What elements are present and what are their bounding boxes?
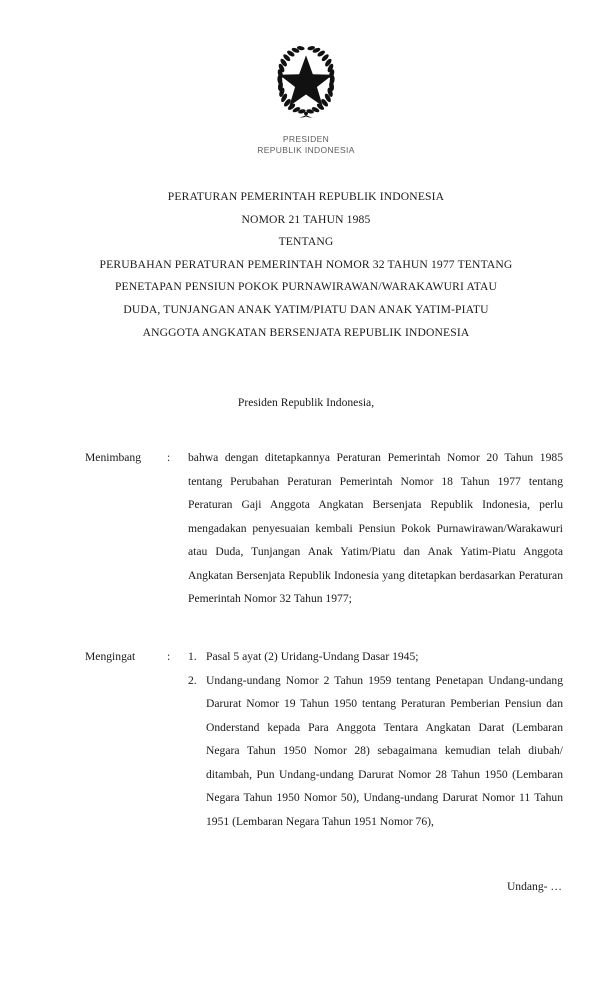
list-item-text: Pasal 5 ayat (2) Uridang-Undang Dasar 1945; — [206, 650, 419, 663]
clause-mengingat — [85, 645, 563, 833]
catchword-footer: Undang- … — [506, 880, 562, 893]
list-item — [188, 645, 563, 669]
clause-menimbang-body — [188, 446, 563, 611]
title-line-5: PENETAPAN PENSIUN POKOK PURNAWIRAWAN/WARAKAWURI ATAU — [114, 280, 498, 294]
list-item-marker: 1. — [188, 650, 197, 663]
masthead — [0, 40, 612, 156]
list-item-text: Undang-undang Nomor 2 Tahun 1959 tentang Penetapan Undang-undang Darurat Nomor 19 Tahun 1950 tentang Peraturan Pemberian Pensiun dan Onderstand kepada Para Anggota Tentara Angkatan Darat (Lembaran Negara Tahun 1950 Nomor 28) sebagaimana kemudian telah diubah/ ditambah, Pun Undang-undang Darurat Nomor 28 Tahun 1950 (Lembaran Negara Tahun 1950 Nomor 50), Undang-undang Darurat Nomor 11 Tahun 1951 (Lembaran Negara Tahun 1951 Nomor 76), — [206, 673, 563, 828]
document-title — [56, 186, 556, 344]
title-line-tentang: TENTANG — [278, 235, 334, 249]
emblem-caption-line-2: REPUBLIK INDONESIA — [257, 145, 355, 155]
opening-line: Presiden Republik Indonesia, — [237, 396, 375, 409]
title-line-7: ANGGOTA ANGKATAN BERSENJATA REPUBLIK INDONESIA — [142, 325, 470, 339]
list-item-marker: 2. — [188, 673, 197, 687]
title-line-4: PERUBAHAN PERATURAN PEMERINTAH NOMOR 32 TAHUN 1977 TENTANG — [99, 257, 513, 271]
list-item — [188, 669, 563, 834]
clause-menimbang-colon: : — [167, 451, 171, 464]
emblem-caption — [0, 134, 612, 156]
clause-menimbang-label: Menimbang — [85, 451, 142, 464]
emblem-caption-line-1: PRESIDEN — [282, 134, 330, 144]
clause-mengingat-body — [188, 645, 563, 833]
mengingat-item-list — [188, 645, 563, 833]
clause-mengingat-colon: : — [167, 650, 171, 663]
title-line-1: PERATURAN PEMERINTAH REPUBLIK INDONESIA — [167, 190, 445, 203]
garuda-star-wreath-emblem — [267, 40, 345, 120]
title-line-6: DUDA, TUNJANGAN ANAK YATIM/PIATU DAN ANAK YATIM-PIATU — [123, 302, 489, 316]
clause-menimbang-text: bahwa dengan ditetapkannya Peraturan Pemerintah Nomor 20 Tahun 1985 tentang Perubahan Peraturan Pemerintah Nomor 18 Tahun 1977 tentang Peraturan Gaji Anggota Angkatan Bersenjata Republik Indonesia, perlu mengadakan penyesuaian kembali Pensiun Pokok Purnawirawan/Warakawuri atau Duda, Tunjangan Anak Yatim/Piatu dan Anak Yatim-Piatu Anggota Angkatan Bersenjata Republik Indonesia yang ditetapkan berdasarkan Peraturan Pemerintah Nomor 32 Tahun 1977; — [188, 451, 563, 605]
clause-menimbang — [85, 446, 563, 611]
clause-mengingat-label: Mengingat — [85, 650, 136, 663]
title-line-number: NOMOR 21 TAHUN 1985 — [241, 212, 371, 226]
